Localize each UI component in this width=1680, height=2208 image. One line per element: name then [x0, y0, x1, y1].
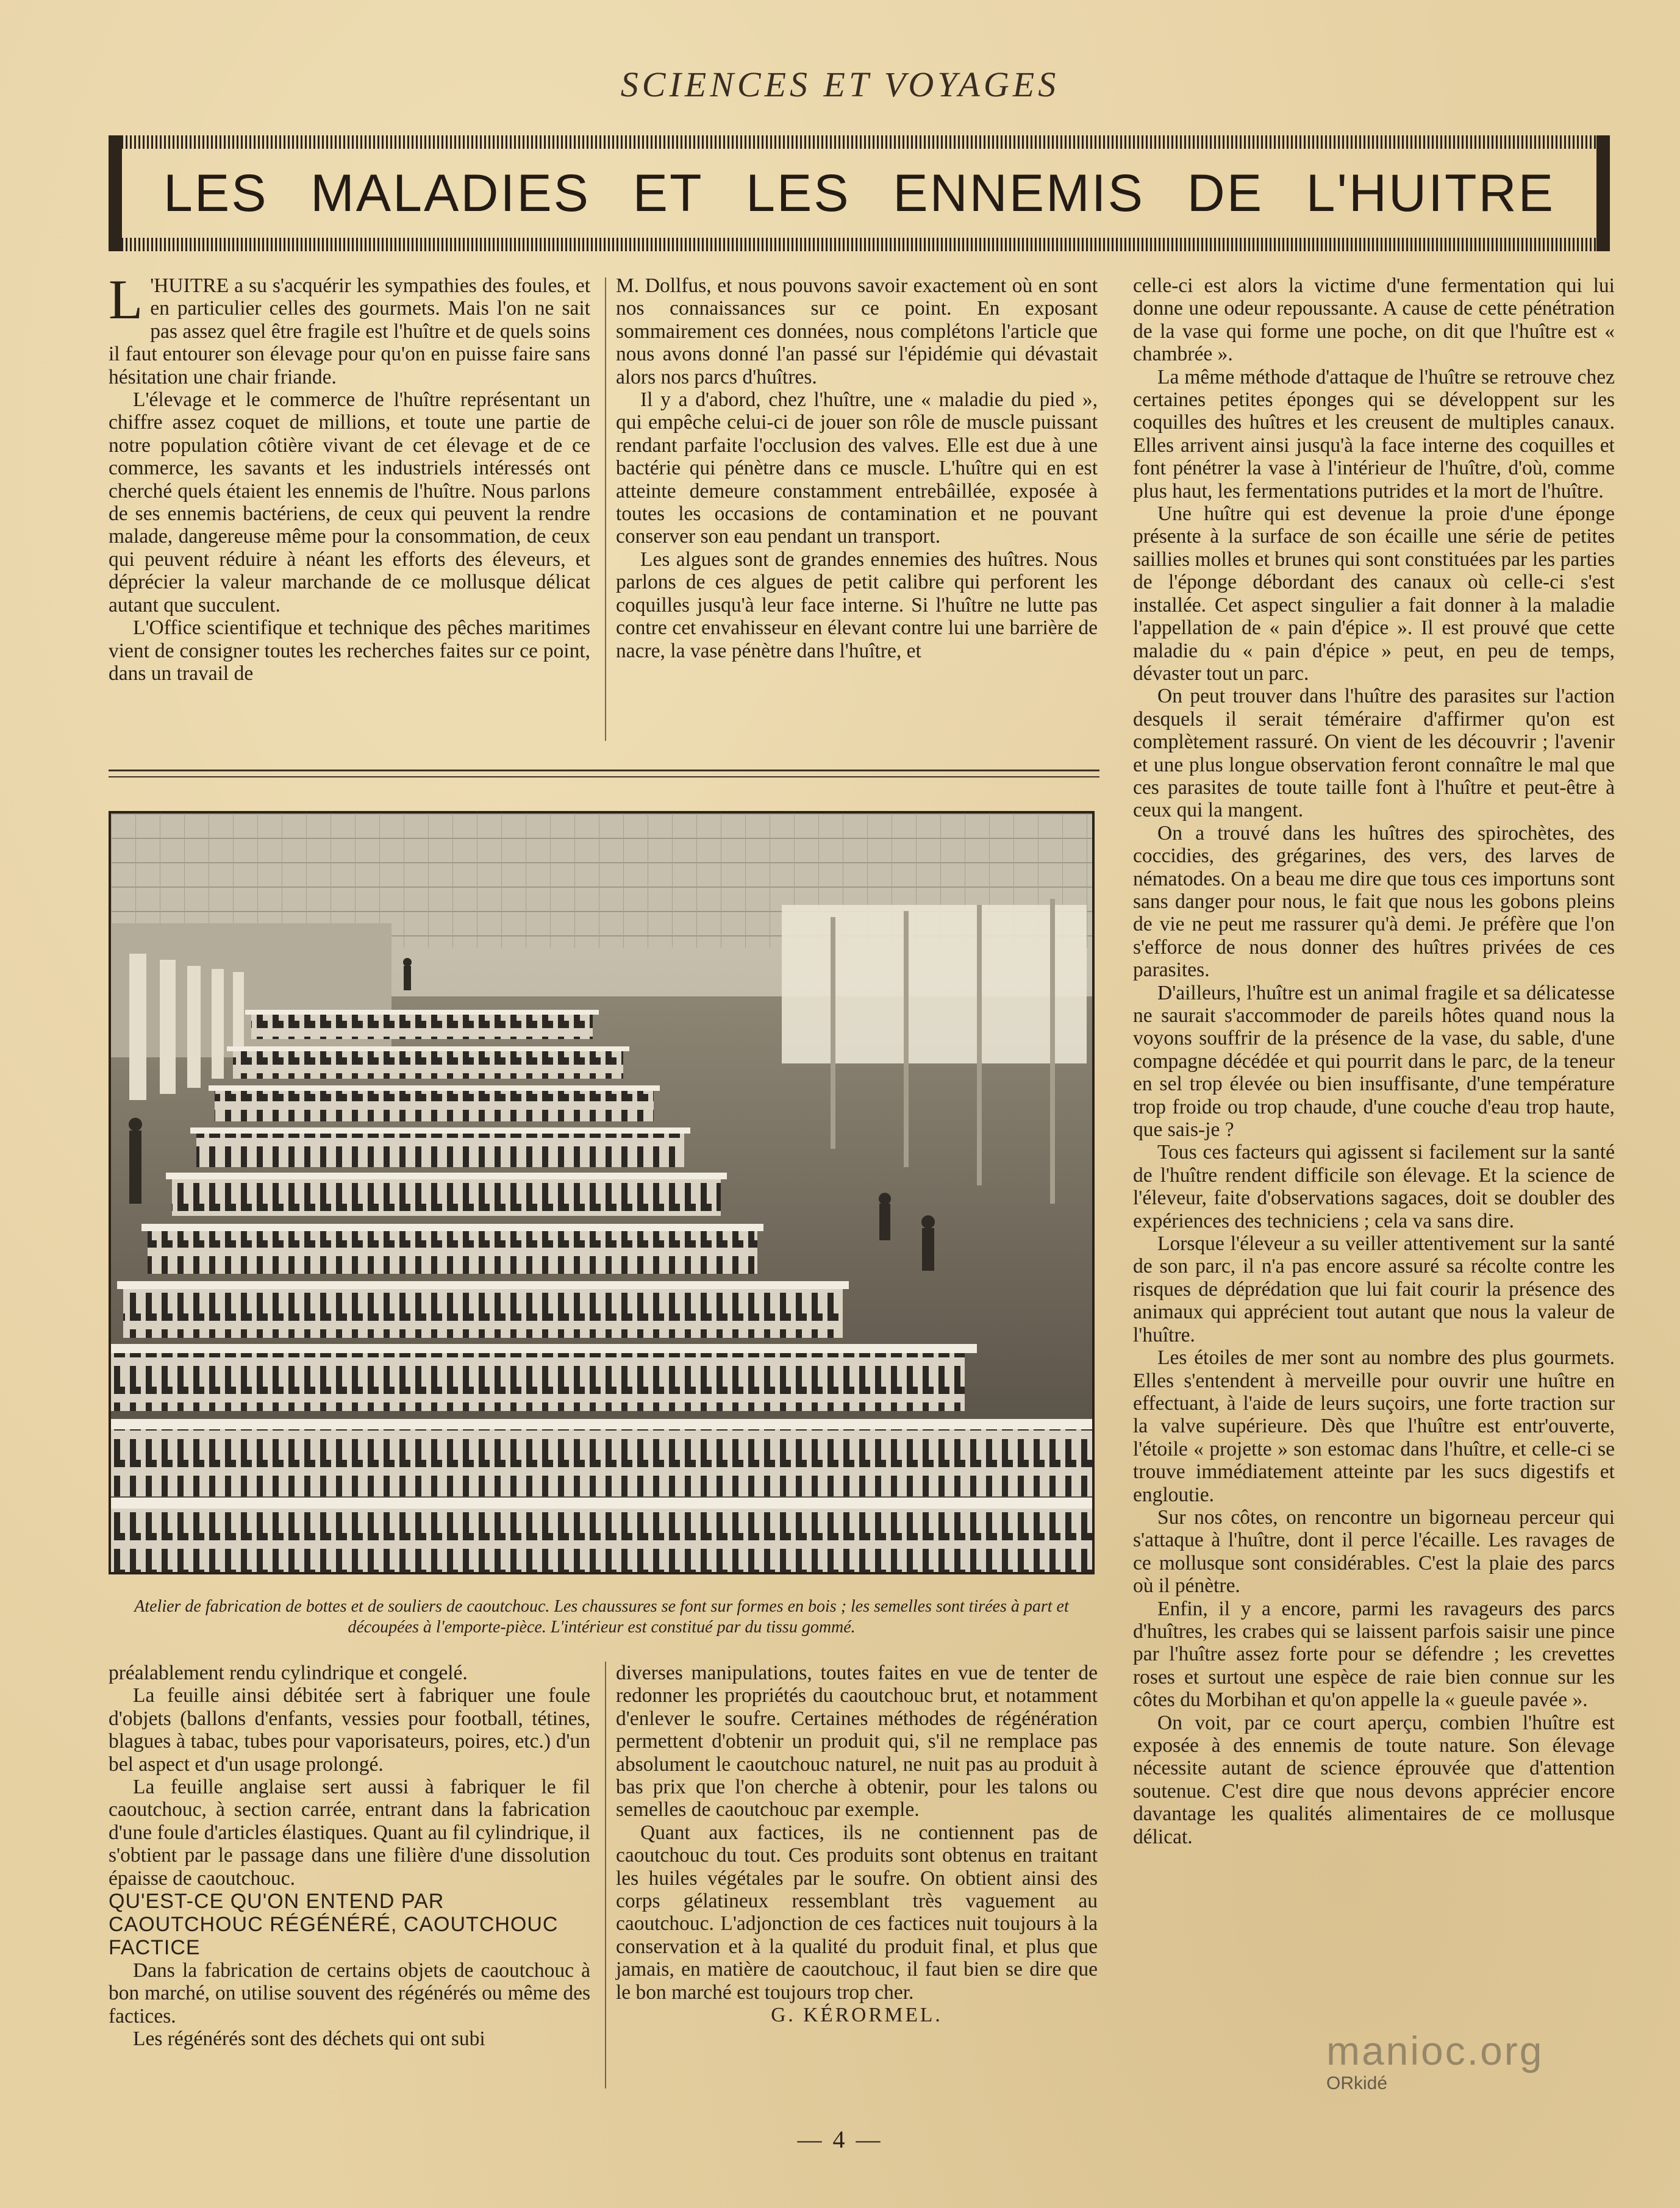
- headline-word: ET: [632, 163, 704, 223]
- headline-word: L'HUITRE: [1306, 163, 1555, 223]
- article-paragraph: On peut trouver dans l'huître des parasites sur l'action desquels il serait téméraire d'affirmer qu'on est complètement rassuré. On vient de les découvrir ; l'avenir et une plus longue observation feront connaître le mal que ces parasites de toute taille font à l'huître et peut-être à ceux qui la mangent.: [1133, 685, 1615, 822]
- caoutchouc-paragraph: diverses manipulations, toutes faites en vue de tenter de redonner les propriétés du caoutchouc brut, et notamment d'enlever le soufre. Certaines méthodes de régénération permettent d'obtenir un produit qui, s'il ne remplace pas absolument le caoutchouc naturel, ne nuit pas au produit à bas prix que l'on cherche à obtenir, pour les talons ou semelles de caoutchouc par exemple.: [616, 1662, 1098, 1821]
- article-paragraph: Il y a d'abord, chez l'huître, une « maladie du pied », qui empêche celui-ci de jouer son rôle de muscle puissant rendant parfaite l'occlusion des valves. Elle est due à une bactérie qui pénètre dans ce muscle. L'huître qui en est atteinte demeure constamment entrebâillée, exposée à toutes les occasions de contamination et ne pouvant conserver son eau pendant un transport.: [616, 388, 1098, 548]
- caoutchouc-paragraph: Les régénérés sont des déchets qui ont subi: [133, 2028, 485, 2051]
- caoutchouc-paragraph: La feuille anglaise sert aussi à fabriquer le fil caoutchouc, à section carrée, entrant dans la fabrication d'une foule d'articles élastiques. Quant au fil cylindrique, il s'obtient par le passage dans une filière d'une dissolution épaisse de caoutchouc.: [109, 1776, 590, 1890]
- article-paragraph: L 'HUITRE a su s'acquérir les sympathies des foules, et en particulier celles des gourmets. Mais l'on ne sait pas assez quel être fragile est l'huître et de quels soins il faut entourer son élevage pour qu'on en puisse faire sans hésitation une chair friande.: [109, 268, 590, 388]
- caoutchouc-subhead: QU'EST-CE QU'ON ENTEND PAR CAOUTCHOUC RÉGÉNÉRÉ, CAOUTCHOUC FACTICE: [109, 1890, 559, 1960]
- article-paragraph: M. Dollfus, et nous pouvons savoir exactement où en sont nos connaissances sur ce point. En exposant sommairement ces données, nous complétons l'article que nous avons donné l'an passé sur l'épidémie qui dévastait alors nos parcs d'huîtres.: [616, 274, 1098, 388]
- article-paragraph: celle-ci est alors la victime d'une fermentation qui lui donne une odeur repoussante. A cause de cette pénétration de la vase qui forme une poche, on dit que l'huître est « chambrée ».: [1133, 274, 1615, 366]
- drop-cap: L: [109, 268, 143, 330]
- article-column-2: [616, 274, 1098, 662]
- caoutchouc-paragraph: Dans la fabrication de certains objets de caoutchouc à bon marché, on utilise souvent des régénérés ou même des factices.: [109, 1959, 590, 2028]
- article-paragraph: On voit, par ce court aperçu, combien l'huître est exposée à des ennemis de toute nature. Son élevage nécessite autant de science éprouvée que d'attention soutenue. C'est dire que nous devons apprécier encore davantage les qualités alimentaires de ce mollusque délicat.: [1133, 1711, 1615, 1848]
- article-paragraph: L'Office scientifique et technique des pêches maritimes vient de consigner toutes les recherches faites sur ce point, dans un travail de: [109, 616, 590, 685]
- article-paragraph: Enfin, il y a encore, parmi les ravageurs des parcs d'huîtres, les crabes qui se laissent parfois saisir une pince par l'huître assez forte pour se défendre ; les crevettes roses et surtout une espèce de raie bien connue sur les côtes du Morbihan et qu'on appelle la « gueule pavée ».: [1133, 1597, 1615, 1712]
- factory-photo-illustration: [111, 813, 1092, 1572]
- article-paragraph: Tous ces facteurs qui agissent si facilement sur la santé de l'huître rendent difficile son élevage. Et la science de l'éleveur, faite d'observations sagaces, doit se doubler des expériences des techniciens ; cela va sans dire.: [1133, 1141, 1615, 1232]
- watermark-subtitle: ORkidé: [1326, 2073, 1388, 2093]
- headline-word: LES: [163, 163, 268, 223]
- article-column-1: [109, 268, 590, 685]
- article-paragraph: Les algues sont de grandes ennemies des huîtres. Nous parlons de ces algues de petit calibre qui perforent les coquilles jusqu'à leur face interne. Si l'huître ne lutte pas contre cet envahisseur en élevant contre lui une barrière de nacre, la vase pénètre dans l'huître, et: [616, 548, 1098, 662]
- headline-border-left: [109, 135, 122, 251]
- headline-word: ENNEMIS: [893, 163, 1145, 223]
- caoutchouc-column-2: [616, 1662, 1098, 2027]
- article-paragraph: Les étoiles de mer sont au nombre des plus gourmets. Elles s'entendent à merveille pour ouvrir une huître en effectuant, à l'aide de leurs suçoirs, une forte traction sur la valve supérieure. Dès que l'huître est entr'ouverte, l'étoile « projette » son estomac dans l'huître, et celle-ci se trouve immédiatement atteinte par les sucs digestifs et engloutie.: [1133, 1346, 1615, 1506]
- headline-word: MALADIES: [310, 163, 591, 223]
- author-signature: G. KÉRORMEL.: [771, 2004, 943, 2027]
- article-paragraph: Sur nos côtes, on rencontre un bigorneau perceur qui s'attaque à l'huître, dont il perce l'écaille. Les ravages de ce mollusque sont considérables. C'est la plaie des parcs où il pénètre.: [1133, 1506, 1615, 1598]
- headline-border-top: [109, 135, 1610, 149]
- running-head: SCIENCES ET VOYAGES: [620, 65, 1060, 104]
- page-number: — 4 —: [797, 2126, 883, 2153]
- headline-border-bottom: [109, 238, 1610, 251]
- photo-caption: Atelier de fabrication de bottes et de souliers de caoutchouc. Les chaussures se font sur formes en bois ; les semelles sont tirées à part et découpées à l'emporte-pièce. L'intérieur est constitué par du tissu gommé.: [134, 1597, 1069, 1637]
- caoutchouc-column-1: [109, 1662, 590, 2051]
- column-rule: [605, 1662, 606, 2088]
- caoutchouc-paragraph: Quant aux factices, ils ne contiennent pas de caoutchouc du tout. Ces produits sont obtenus en traitant les huiles végétales par le soufre. On obtient ainsi des corps gélatineux ressemblant très vaguement au caoutchouc. L'adjonction de ces factices nuit toujours à la conservation et à la qualité du produit final, et plus que jamais, en matière de caoutchouc, il faut bien se dire que le bon marché est toujours trop cher.: [616, 1821, 1098, 2004]
- headline-border-right: [1596, 135, 1610, 251]
- headline-word: DE: [1187, 163, 1264, 223]
- factory-photo: [109, 811, 1095, 1574]
- article-paragraph: Une huître qui est devenue la proie d'une éponge présente à la surface de son écaille une série de petites saillies molles et brunes qui sont constituées par les parties de l'éponge débordant des canaux où celle-ci s'est installée. Cet aspect singulier a fait donner à la maladie l'appellation de « pain d'épice ». Il est prouvé que cette maladie du « pain d'épice » peut, en peu de temps, dévaster tout un parc.: [1133, 502, 1615, 685]
- article-paragraph: On a trouvé dans les huîtres des spirochètes, des coccidies, des grégarines, des vers, des larves de nématodes. On a beau me dire que tous ces importuns sont sans danger pour nous, le fait que nous les gobons pleins de vie ne peut me rassurer qu'à demi. Je préfère que l'on s'efforce de nous donner des huîtres privées de ces parasites.: [1133, 821, 1615, 982]
- headline-word: LES: [746, 163, 851, 223]
- column-rule: [605, 277, 606, 741]
- section-divider: [109, 770, 1099, 777]
- article-column-3: [1133, 274, 1615, 1848]
- article-paragraph: La même méthode d'attaque de l'huître se retrouve chez certaines petites éponges qui se développent sur les coquilles des huîtres et les creusent de multiples canaux. Elles arrivent ainsi jusqu'à la face interne des coquilles et font pénétrer la vase à l'intérieur de l'huître, d'où, comme plus haut, les fermentations putrides et la mort de l'huître.: [1133, 365, 1615, 502]
- headline: [127, 160, 1592, 227]
- article-paragraph: Lorsque l'éleveur a su veiller attentivement sur la santé de son parc, il n'a pas encore assuré sa récolte contre les risques de déprédation que lui fait courir la présence des animaux qui apprécient tout autant que nous la valeur de l'huître.: [1133, 1232, 1615, 1346]
- article-paragraph: D'ailleurs, l'huître est un animal fragile et sa délicatesse ne saurait s'accommoder de pareils hôtes quand nous la voyons souffrir de la présence de la vase, du sable, d'une compagne décédée et qui pourrit dans le parc, de la teneur en sel trop élevée ou bien insuffisante, d'une température trop froide ou trop chaude, d'une couche d'eau trop haute, que sais-je ?: [1133, 981, 1615, 1142]
- headline-box: [109, 135, 1610, 251]
- caoutchouc-paragraph: préalablement rendu cylindrique et congelé.: [109, 1662, 468, 1684]
- watermark: manioc.org: [1326, 2028, 1544, 2073]
- article-paragraph: L'élevage et le commerce de l'huître représentant un chiffre assez coquet de millions, et toute une partie de notre population côtière vivant de cet élevage et de ce commerce, les savants et les industriels intéressés ont cherché quels étaient les ennemis de l'huître. Nous parlons de ses ennemis bactériens, de ceux qui peuvent la rendre malade, dangereuse même pour la consommation, de ceux qui peuvent réduire à néant les efforts des éleveurs, et déprécier la valeur marchande de ce mollusque délicat autant que succulent.: [109, 388, 590, 616]
- caoutchouc-paragraph: La feuille ainsi débitée sert à fabriquer une foule d'objets (ballons d'enfants, vessies pour football, tétines, blagues à tabac, tubes pour vaporisateurs, poires, etc.) d'un bel aspect et d'un usage prolongé.: [109, 1684, 590, 1776]
